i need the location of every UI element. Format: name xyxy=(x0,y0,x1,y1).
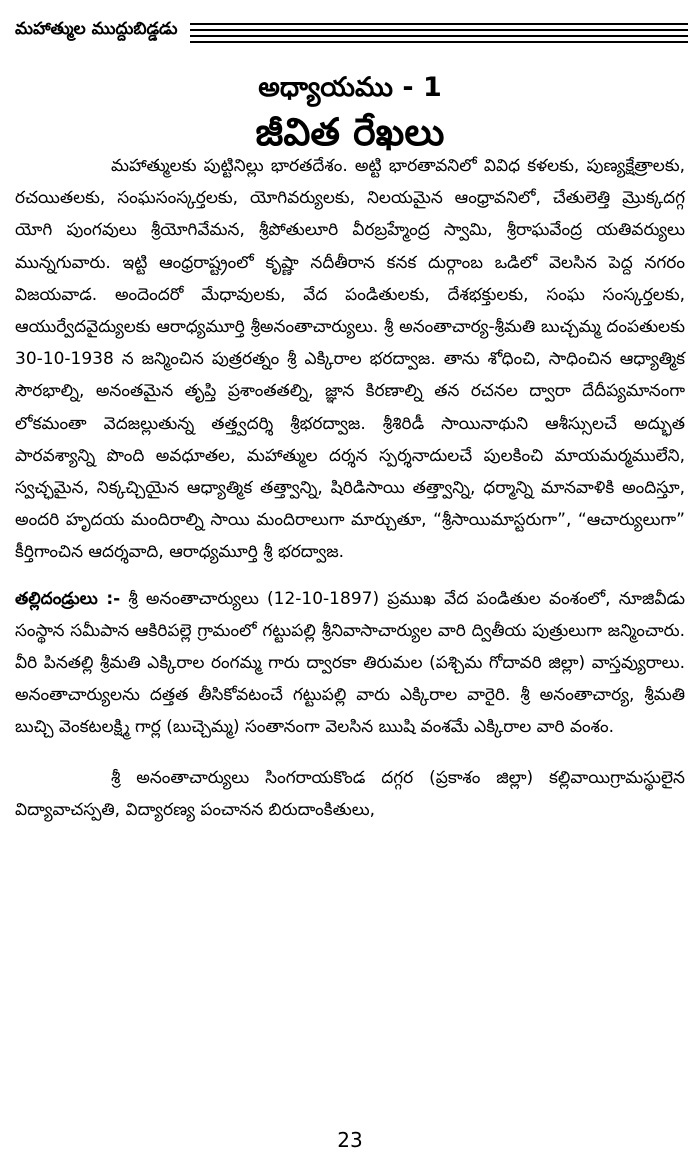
paragraph-parents xyxy=(15,583,685,744)
paragraph-intro: మహాత్ములకు పుట్టినిల్లు భారతదేశం. అట్టి భారతావనిలో వివిధ కళలకు, పుణ్యక్షేత్రాలకు, రచయితలకు, సంఘసంస్కర్తలకు, యోగివర్యులకు, నిలయమైన ఆంధ్రావనిలో, చేతులెత్తి మ్రొక్కదగ్గ యోగి పుంగవులు శ్రీయోగివేమన, శ్రీపోతులూరి వీరబ్రహ్మేంద్ర స్వామి, శ్రీరాఘవేంద్ర యతివర్యులు మున్నగువారు. ఇట్టి ఆంధ్రరాష్ట్రంలో కృష్ణా నదీతీరాన కనక దుర్గాంబ ఒడిలో వెలసిన పెద్ద నగరం విజయవాడ. అందెందరో మేధావులకు, వేద పండితులకు, దేశభక్తులకు, సంఘ సంస్కర్తలకు, ఆయుర్వేదవైద్యులకు ఆరాధ్యమూర్తి శ్రీఅనంతాచార్యులు. శ్రీ అనంతాచార్య-శ్రీమతి బుచ్చమ్మ దంపతులకు 30-10-1938 న జన్మించిన పుత్రరత్నం శ్రీ ఎక్కిరాల భరద్వాజ. తాను శోధించి, సాధించిన ఆధ్యాత్మిక సౌరభాల్ని, అనంతమైన తృప్తి ప్రశాంతతల్ని, జ్ఞాన కిరణాల్ని తన రచనల ద్వారా దేదీప్యమానంగా లోకమంతా వెదజల్లుతున్న తత్త్వదర్శి శ్రీభరద్వాజ. శ్రీశిరిడీ సాయినాథుని ఆశీస్సులచే అద్భుత పారవశ్యాన్ని పొంది అవధూతల, మహాత్ముల దర్శన స్పర్శనాదులచే పులకించి మాయమర్మములేని, స్వచ్ఛమైన, నిక్కచ్చియైన ఆధ్యాత్మిక తత్త్వాన్ని, షిరిడిసాయి తత్త్వాన్ని, ధర్మాన్ని మానవాళికి అందిస్తూ, అందరి హృదయ మందిరాల్ని సాయి మందిరాలుగా మార్చుతూ, “శ్రీసాయిమాస్టరుగా”, “ఆచార్యులుగా” కీర్తిగాంచిన ఆదర్శవాది, ఆరాధ్యమూర్తి శ్రీ భరద్వాజ. xyxy=(15,156,685,563)
paragraph-anantacharya: శ్రీ అనంతాచార్యులు సింగరాయకొండ దగ్గర (ప్రకాశం జిల్లా) కల్లివాయిగ్రామస్థులైన విద్యావాచస్పతి, విద్యారణ్య పంచానన బిరుదాంకితులు, xyxy=(15,767,685,820)
header-rule-line xyxy=(190,35,688,37)
chapter-label: అధ్యాయము - 1 xyxy=(258,72,442,103)
parents-text: శ్రీ అనంతాచార్యులు (12-10-1897) ప్రముఖ వేద పండితుల వంశంలో, నూజివీడు సంస్థాన సమీపాన ఆకిరిపల్లె గ్రామంలో గట్టుపల్లి శ్రీనివాసాచార్యుల వారి ద్వితీయ పుత్రులుగా జన్మించారు. వీరి పినతల్లి శ్రీమతి ఎక్కిరాల రంగమ్మ గారు ద్వారకా తిరుమల (పశ్చిమ గోదావరి జిల్లా) వాస్తవ్యురాలు. అనంతాచార్యులను దత్తత తీసికోవటంచే గట్టుపల్లి వారు ఎక్కిరాల వారైరి. శ్రీ అనంతాచార్య, శ్రీమతి బుచ్చి వెంకటలక్ష్మి గార్ల (బుచ్చెమ్మ) సంతానంగా వెలసిన ఋషి వంశమే ఎక్కిరాల వారి వంశం. xyxy=(15,588,685,738)
body-text xyxy=(15,150,685,826)
chapter-title: జీవిత రేఖలు xyxy=(255,110,445,154)
parents-heading: తల్లిదండ్రులు :- xyxy=(15,588,121,609)
running-title: మహాత్ముల ముద్దుబిడ్డడు xyxy=(15,19,178,39)
header-rule-line xyxy=(190,23,688,25)
page-number: 23 xyxy=(337,1128,363,1152)
running-header xyxy=(15,18,688,60)
header-rule-line xyxy=(190,29,688,31)
header-rule-line xyxy=(190,41,688,43)
header-rules xyxy=(190,23,688,47)
